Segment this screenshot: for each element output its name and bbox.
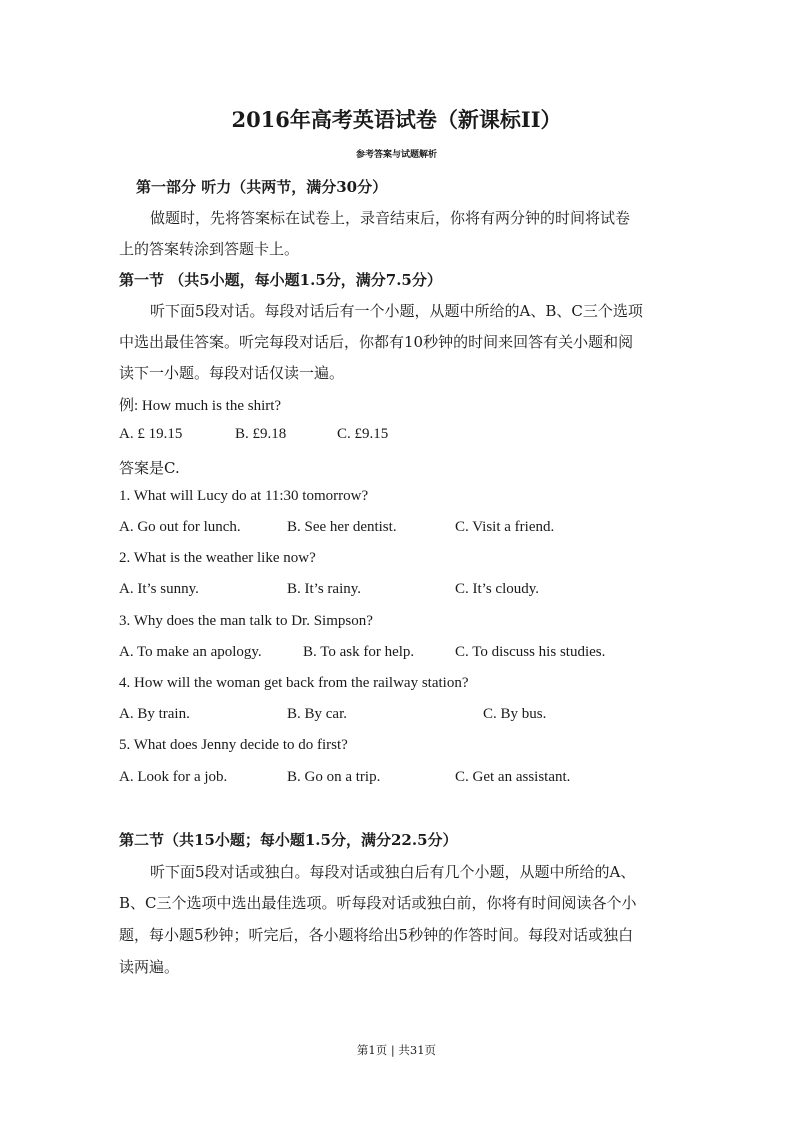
question-2-option-c: C. It’s cloudy.: [455, 581, 540, 597]
question-5-option-a: A. Look for a job.: [119, 769, 228, 785]
example-answer: 答案是C.: [119, 459, 180, 477]
question-1: 1. What will Lucy do at 11:30 tomorrow?: [119, 488, 369, 504]
section1-heading: 第一节 （共5小题，每小题1.5分，满分7.5分）: [119, 271, 442, 289]
question-4-option-b: B. By car.: [287, 706, 347, 722]
section2-heading: 第二节（共15小题；每小题1.5分，满分22.5分）: [119, 831, 458, 849]
part1-intro-line: 上的答案转涂到答题卡上。: [119, 240, 300, 258]
section1-intro-line: 中选出最佳答案。听完每段对话后，你都有10秒钟的时间来回答有关小题和阅: [119, 333, 634, 351]
question-4: 4. How will the woman get back from the railway station?: [119, 675, 469, 691]
example-option-c: C. £9.15: [337, 426, 389, 442]
question-3: 3. Why does the man talk to Dr. Simpson?: [119, 613, 373, 629]
question-2-option-b: B. It’s rainy.: [287, 581, 362, 597]
question-5: 5. What does Jenny decide to do first?: [119, 737, 348, 753]
part1-intro-line: 做题时，先将答案标在试卷上，录音结束后，你将有两分钟的时间将试卷: [150, 209, 631, 227]
question-2-option-a: A. It’s sunny.: [119, 581, 199, 597]
page-title: 2016年高考英语试卷（新课标II）: [231, 107, 562, 132]
section1-intro-line: 读下一小题。每段对话仅读一遍。: [119, 364, 345, 382]
question-1-option-b: B. See her dentist.: [287, 519, 397, 535]
section2-intro-line: 读两遍。: [119, 958, 180, 976]
question-3-option-b: B. To ask for help.: [303, 644, 415, 660]
page-subtitle: 参考答案与试题解析: [355, 150, 437, 160]
question-1-option-a: A. Go out for lunch.: [119, 519, 241, 535]
question-4-option-a: A. By train.: [119, 706, 190, 722]
example-option-a: A. £ 19.15: [119, 426, 183, 442]
question-3-option-a: A. To make an apology.: [119, 644, 262, 660]
question-1-option-c: C. Visit a friend.: [455, 519, 555, 535]
part1-heading: 第一部分 听力（共两节，满分30分）: [136, 178, 388, 196]
question-3-option-c: C. To discuss his studies.: [455, 644, 606, 660]
question-5-option-c: C. Get an assistant.: [455, 769, 571, 785]
page-footer: 第1页 | 共31页: [356, 1043, 437, 1057]
section1-intro-line: 听下面5段对话。每段对话后有一个小题，从题中所给的A、B、C三个选项: [150, 302, 643, 320]
question-5-option-b: B. Go on a trip.: [287, 769, 381, 785]
question-2: 2. What is the weather like now?: [119, 550, 316, 566]
question-4-option-c: C. By bus.: [483, 706, 547, 722]
example-option-b: B. £9.18: [235, 426, 287, 442]
section2-intro-line: 题，每小题5秒钟；听完后，各小题将给出5秒钟的作答时间。每段对话或独白: [119, 926, 634, 944]
example-question: 例: How much is the shirt?: [119, 398, 282, 414]
section2-intro-line: B、C三个选项中选出最佳选项。听每段对话或独白前，你将有时间阅读各个小: [119, 894, 637, 912]
section2-intro-line: 听下面5段对话或独白。每段对话或独白后有几个小题，从题中所给的A、: [150, 863, 636, 881]
